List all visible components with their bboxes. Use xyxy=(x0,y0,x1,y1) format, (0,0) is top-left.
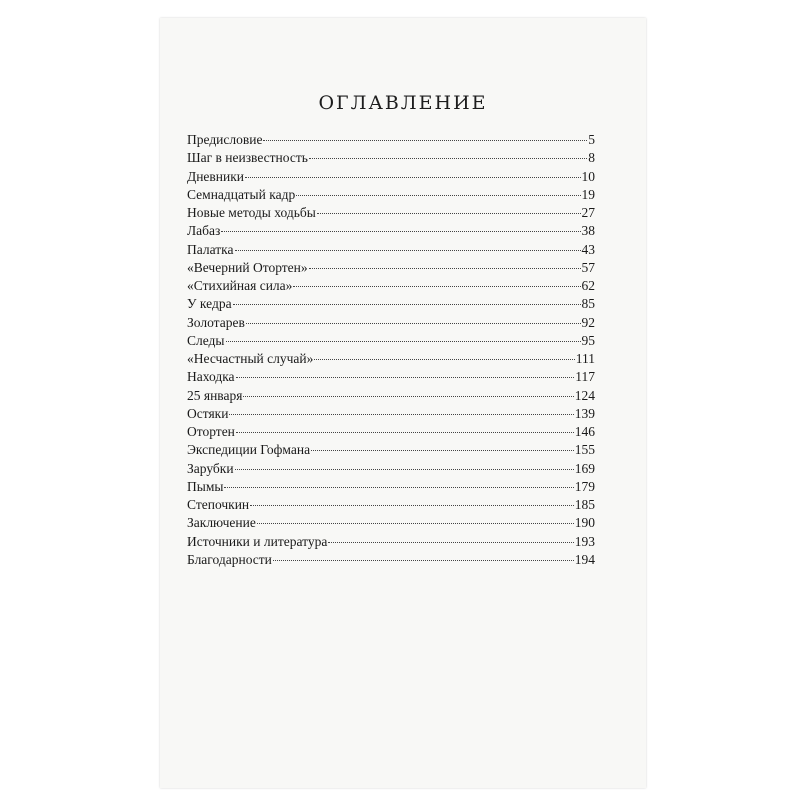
toc-entry xyxy=(187,149,595,167)
toc-entry-page-number: 8 xyxy=(588,150,595,166)
dot-leader xyxy=(309,158,587,159)
dot-leader xyxy=(221,231,580,232)
toc-entry-label: Следы xyxy=(187,332,225,348)
book-page xyxy=(160,18,646,788)
toc-entry-page-number: 190 xyxy=(574,515,595,531)
toc-entry xyxy=(187,277,595,295)
toc-entry-page-number: 111 xyxy=(575,351,595,366)
toc-entry xyxy=(187,441,595,459)
toc-entry-label: Остяки xyxy=(187,405,229,421)
toc-entry xyxy=(187,387,595,405)
toc-entry xyxy=(187,222,595,240)
page-title: ОГЛАВЛЕНИЕ xyxy=(318,92,488,114)
toc-entry xyxy=(187,204,595,222)
dot-leader xyxy=(229,414,573,415)
toc-entry-label: Отортен xyxy=(187,424,235,439)
dot-leader xyxy=(246,323,581,324)
toc-entry xyxy=(187,186,595,204)
toc-entry xyxy=(187,478,595,496)
toc-entry-label: 25 января xyxy=(187,387,243,403)
toc-entry-page-number: 169 xyxy=(574,460,595,476)
toc-entry-label: Зарубки xyxy=(187,460,234,476)
toc-entry-label: У кедра xyxy=(187,296,232,312)
toc-entry-page-number: 155 xyxy=(574,442,595,458)
toc-entry-label: Шаг в неизвестность xyxy=(187,150,308,166)
dot-leader xyxy=(257,523,574,524)
dot-leader xyxy=(314,359,574,360)
dot-leader xyxy=(243,396,573,397)
dot-leader xyxy=(311,450,574,451)
toc-entry-page-number: 95 xyxy=(581,332,595,348)
toc-entry xyxy=(187,423,595,441)
dot-leader xyxy=(250,505,574,506)
toc-entry-label: «Несчастный случай» xyxy=(187,351,314,366)
toc-entry-page-number: 124 xyxy=(574,387,595,403)
toc-entry xyxy=(187,514,595,532)
dot-leader xyxy=(236,377,575,378)
toc-entry-page-number: 43 xyxy=(581,241,595,257)
toc-entry-label: Новые методы ходьбы xyxy=(187,205,316,220)
toc-entry xyxy=(187,350,595,368)
toc-entry-page-number: 27 xyxy=(581,205,595,220)
dot-leader xyxy=(263,140,587,141)
dot-leader xyxy=(293,286,580,287)
toc-entry-page-number: 10 xyxy=(581,168,595,184)
toc-entry-label: Заключение xyxy=(187,515,256,531)
toc-entry-page-number: 117 xyxy=(575,369,595,385)
toc-entry-label: Палатка xyxy=(187,241,234,257)
toc-entry xyxy=(187,314,595,332)
toc-entry xyxy=(187,259,595,277)
toc-entry-label: Предисловие xyxy=(187,132,263,147)
dot-leader xyxy=(317,213,581,214)
toc-entry xyxy=(187,295,595,313)
toc-entry-label: Семнадцатый кадр xyxy=(187,186,296,202)
toc-entry-label: Экспедиции Гофмана xyxy=(187,442,311,458)
toc-entry-page-number: 185 xyxy=(574,497,595,512)
toc-entry-label: Степочкин xyxy=(187,497,250,512)
dot-leader xyxy=(226,341,581,342)
toc-entry-label: Пымы xyxy=(187,478,224,494)
toc-entry-page-number: 5 xyxy=(588,132,595,147)
toc-entry-label: Золотарев xyxy=(187,314,245,330)
toc-entry-label: Источники и литература xyxy=(187,533,328,549)
toc-entry-page-number: 179 xyxy=(574,478,595,494)
dot-leader xyxy=(235,469,574,470)
toc-entry-page-number: 146 xyxy=(574,424,595,439)
dot-leader xyxy=(224,487,573,488)
dot-leader xyxy=(235,250,581,251)
toc-entry-label: Находка xyxy=(187,369,235,385)
toc-entry xyxy=(187,332,595,350)
toc-entry xyxy=(187,368,595,386)
toc-entry xyxy=(187,405,595,423)
toc-entry xyxy=(187,496,595,514)
dot-leader xyxy=(236,432,574,433)
toc-entry xyxy=(187,131,595,149)
dot-leader xyxy=(233,304,581,305)
toc-entry-page-number: 62 xyxy=(581,278,595,293)
toc-entry-page-number: 38 xyxy=(581,223,595,239)
toc-entry-page-number: 85 xyxy=(581,296,595,312)
toc-entry-page-number: 92 xyxy=(581,314,595,330)
toc-entry-page-number: 139 xyxy=(574,405,595,421)
toc-entry-label: Благодарности xyxy=(187,551,272,567)
toc-entry xyxy=(187,241,595,259)
toc-entry-page-number: 57 xyxy=(581,259,595,275)
toc-entry-page-number: 19 xyxy=(581,186,595,202)
toc-entry-label: «Стихийная сила» xyxy=(187,278,293,293)
toc-entry-page-number: 193 xyxy=(574,533,595,549)
toc-entry xyxy=(187,168,595,186)
toc-entry-label: Дневники xyxy=(187,168,245,184)
table-of-contents xyxy=(187,131,595,569)
toc-entry xyxy=(187,460,595,478)
dot-leader xyxy=(245,177,580,178)
toc-entry-label: Лабаз xyxy=(187,223,221,239)
dot-leader xyxy=(296,195,580,196)
toc-entry xyxy=(187,551,595,569)
dot-leader xyxy=(273,560,574,561)
toc-entry-label: «Вечерний Отортен» xyxy=(187,259,308,275)
dot-leader xyxy=(309,268,581,269)
toc-entry-page-number: 194 xyxy=(574,551,595,567)
dot-leader xyxy=(328,542,573,543)
toc-entry xyxy=(187,533,595,551)
